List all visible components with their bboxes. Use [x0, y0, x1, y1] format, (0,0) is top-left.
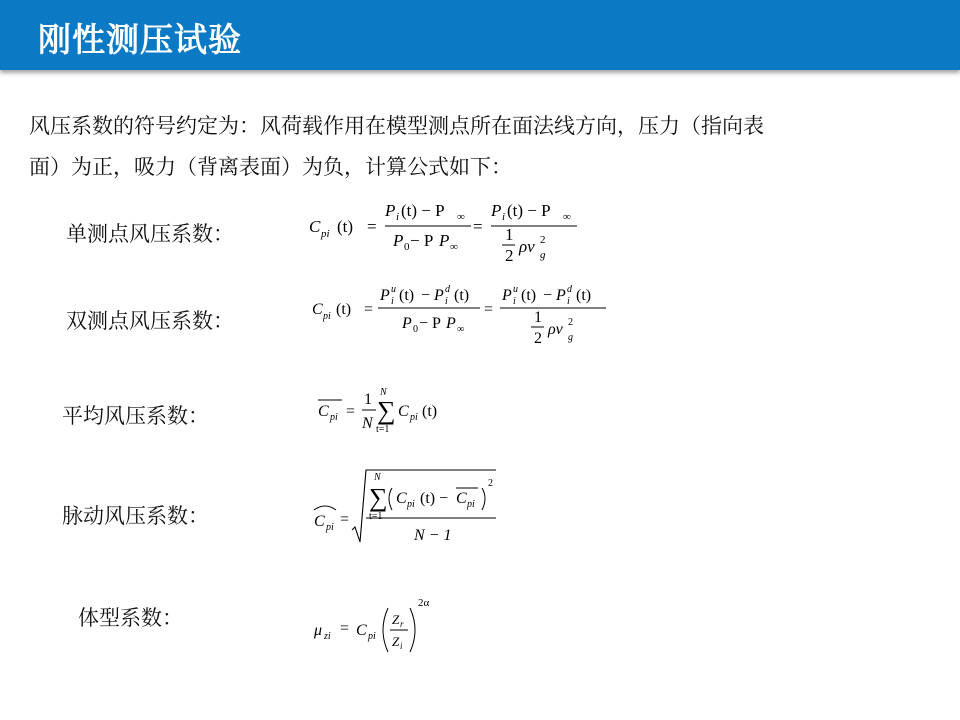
f1-num-rest: (t) − P [401, 201, 445, 220]
f1-num-inf: ∞ [457, 211, 465, 223]
f2-tt1: (t) [399, 287, 415, 304]
intro-line-2: 面）为正，吸力（背离表面）为负，计算公式如下： [29, 155, 512, 179]
f3-t: (t) [422, 403, 438, 420]
f2-den-inf: ∞ [457, 324, 465, 335]
f1-num2-rest: (t) − P [507, 201, 551, 220]
f3-sigma: ∑ [377, 396, 396, 425]
formula-fluctuating [306, 466, 506, 557]
f5-zi-sub: i [400, 641, 403, 651]
f2-lhs-sub: pi [323, 311, 331, 322]
f4-hat [314, 506, 336, 510]
label-single-point: 单测点风压系数： [66, 222, 234, 246]
f2-pu-sup: u [391, 284, 396, 295]
f2-half-num: 1 [534, 309, 542, 326]
f1-num-p: P [385, 201, 396, 220]
f2-tt2: (t) [454, 287, 470, 304]
f4-eq: = [340, 511, 350, 528]
formula-fluct-svg [306, 466, 506, 552]
formula-mean [312, 382, 462, 445]
f5-zr: Z [392, 612, 400, 627]
f2-rho-v: ρv [548, 321, 563, 338]
f1-v-sup: 2 [540, 234, 546, 246]
f2-lhs: C [312, 301, 323, 318]
page-title: 刚性测压试验 [38, 20, 242, 59]
f1-lhs-sub: pi [321, 228, 330, 240]
formula-single-svg [305, 190, 595, 272]
f2-half-den: 2 [534, 330, 542, 347]
f2-pu: P [380, 287, 390, 304]
f2-v-sub: g [568, 332, 573, 343]
f2-eq2: = [484, 301, 494, 318]
f3-lhs-sub: pi [330, 412, 338, 423]
f2-minus2: − [543, 287, 553, 304]
formula-shape [310, 590, 440, 665]
f2-tt4: (t) [576, 287, 592, 304]
label-double-point: 双测点风压系数： [66, 309, 234, 333]
label-fluctuating-coefficient: 脉动风压系数： [62, 504, 209, 528]
f3-eq: = [346, 403, 356, 420]
f2-pd2: P [556, 287, 566, 304]
f2-den-p2: P [446, 315, 456, 332]
f1-half-num: 1 [505, 225, 514, 244]
f3-term-sub: pi [410, 412, 418, 423]
f1-num2-p: P [491, 201, 502, 220]
f2-v-sup: 2 [568, 317, 573, 328]
f5-mu: μ [314, 622, 323, 639]
f4-sigma-bottom: t=1 [369, 511, 383, 522]
f1-den-inf: ∞ [450, 241, 458, 253]
f4-term: C [396, 490, 407, 507]
f4-lhs-sub: pi [326, 522, 334, 533]
intro-paragraph [29, 106, 929, 188]
f1-den-sub: 0 [404, 241, 410, 253]
formula-double-point [308, 278, 618, 365]
f3-lhs: C [318, 403, 329, 420]
f5-zr-sub: r [400, 619, 404, 629]
f4-den: N − 1 [414, 527, 452, 544]
f4-sq: 2 [488, 478, 493, 489]
f2-minus1: − [421, 287, 431, 304]
f2-pu2-sup: u [513, 284, 518, 295]
f2-tt3: (t) [521, 287, 537, 304]
f1-den-rest: − P [410, 231, 434, 250]
f5-lparen [383, 608, 388, 652]
f5-rparen [410, 608, 415, 652]
f4-rparen [482, 488, 485, 510]
f2-den-p: P [402, 315, 412, 332]
formula-double-svg [308, 278, 618, 360]
label-mean-coefficient: 平均风压系数： [62, 404, 209, 428]
f4-term-sub: pi [407, 499, 415, 510]
f1-lhs: C [309, 217, 321, 236]
f2-t: (t) [336, 301, 352, 318]
f3-sigma-bottom: t=1 [376, 424, 390, 435]
f1-v-sub: g [540, 249, 546, 261]
f4-sigma: ∑ [369, 483, 388, 512]
f1-half-den: 2 [505, 246, 514, 265]
formula-mean-svg [312, 382, 462, 440]
f4-t: (t) − [420, 490, 449, 507]
f5-C: C [356, 622, 367, 639]
f4-lhs: C [314, 513, 325, 530]
f5-C-sub: pi [368, 631, 376, 642]
f1-t: (t) [337, 217, 354, 236]
f2-pd-sup: d [445, 284, 450, 295]
intro-line-1: 风压系数的符号约定为：风荷载作用在模型测点所在面法线方向，压力（指向表 [29, 114, 764, 138]
f5-eq: = [340, 620, 350, 637]
f2-pu-sub: i [391, 296, 394, 307]
f4-sigma-top: N [374, 472, 381, 483]
f2-pd2-sup: d [567, 284, 572, 295]
f3-N: N [362, 415, 373, 432]
f4-bar-sub: pi [467, 499, 475, 510]
f2-eq: = [364, 301, 374, 318]
formula-shape-svg [310, 590, 440, 660]
f1-eq2: = [473, 217, 483, 236]
f1-num-sub: i [396, 211, 400, 223]
f2-pu2-sub: i [513, 296, 516, 307]
f3-one: 1 [364, 391, 372, 408]
title-bar [0, 0, 960, 70]
f2-pd2-sub: i [567, 296, 570, 307]
f1-den-p: P [393, 231, 404, 250]
f1-num2-sub: i [502, 211, 506, 223]
f2-pu2: P [502, 287, 512, 304]
f2-den-sub: 0 [413, 324, 418, 335]
f1-rho-v: ρv [519, 237, 535, 256]
f4-lparen [389, 488, 392, 510]
f4-bar: C [456, 490, 467, 507]
f2-den-rest: − P [419, 315, 441, 332]
f2-pd-sub: i [445, 296, 448, 307]
f2-pd: P [434, 287, 444, 304]
f1-den-p2: P [439, 231, 450, 250]
formula-single-point [305, 190, 595, 277]
f5-exp: 2α [418, 597, 430, 609]
f1-num2-inf: ∞ [563, 211, 571, 223]
f3-sigma-top: N [380, 387, 387, 398]
f1-eq: = [367, 217, 377, 236]
f5-mu-sub: zi [324, 631, 331, 642]
f5-zi: Z [392, 634, 400, 649]
f3-term: C [398, 403, 409, 420]
label-shape-coefficient: 体型系数： [78, 606, 183, 630]
